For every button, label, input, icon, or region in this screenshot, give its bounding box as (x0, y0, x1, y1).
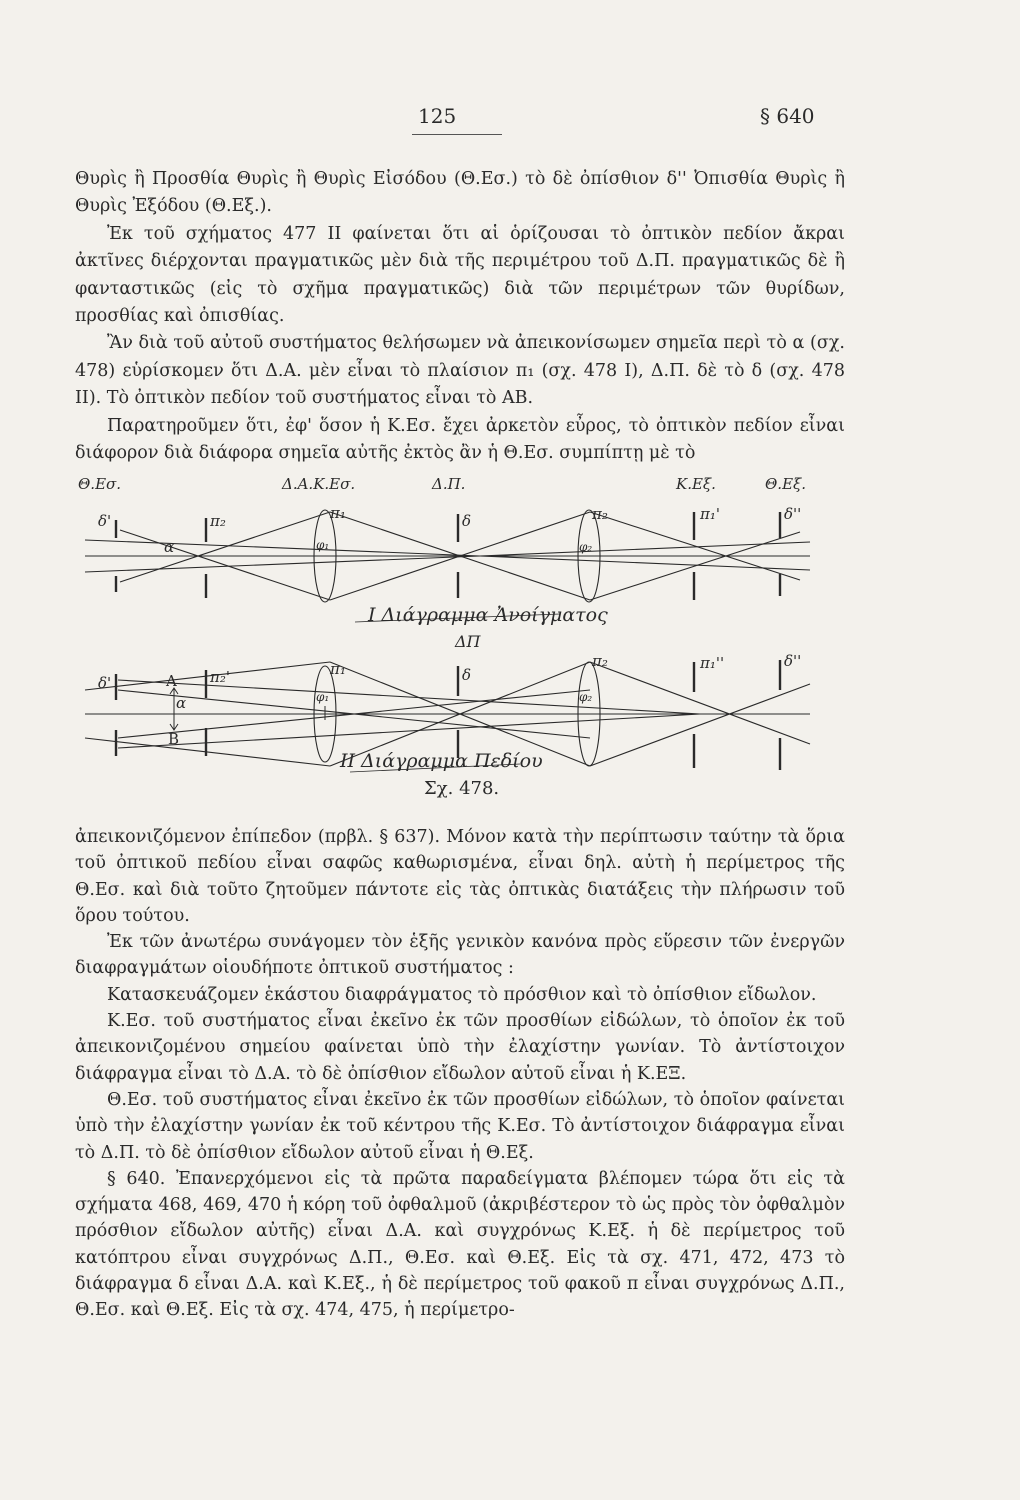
paragraph: Κ.Εσ. τοῦ συστήματος εἶναι ἐκεῖνο ἐκ τῶν προσθίων εἰδώλων, τὸ ὁποῖον ἐκ τοῦ ἀπεικονιζομένου σημείου φαίνεται ὑπὸ τὴν ἐλαχίστην γωνίαν. Τὸ ἀντίστοιχον διάφραγμα εἶναι τὸ Δ.Α. τὸ δὲ ὀπίσθιον εἴδωλον αὐτοῦ εἶναι ἡ Κ.ΕΞ. (75, 1011, 845, 1084)
mark-phi1: φ₁ (316, 538, 330, 552)
mark2-pi2-prime: π₂' (210, 668, 230, 686)
paragraph: ἀπεικονιζόμενον ἐπίπεδον (πρβλ. § 637). Μόνον κατὰ τὴν περίπτωσιν ταύτην τὰ ὅρια τοῦ ὀπτικοῦ πεδίου εἶναι σαφῶς καθωρισμένα, εἶναι δηλ. αὐτὴ ἡ περίμετρος τῆς Θ.Εσ. καὶ διὰ τοῦτο ζητοῦμεν πάντοτε εἰς τὰς ὀπτικὰς διατάξεις τὴν πλήρωσιν τοῦ ὅρου τούτου. (75, 827, 845, 926)
paragraph: Κατασκευάζομεν ἑκάστου διαφράγματος τὸ πρόσθιον καὶ τὸ ὀπίσθιον εἴδωλον. (107, 984, 817, 1005)
mark2-alpha: α (176, 694, 187, 712)
ray (590, 684, 810, 766)
mark-alpha: α (164, 538, 175, 556)
mark-delta-dprime: δ'' (784, 505, 802, 523)
paragraph: § 640. Ἐπανερχόμενοι εἰς τὰ πρῶτα παραδείγματα βλέπομεν τώρα ὅτι εἰς τὰ σχήματα 468, 469, 470 ἡ κόρη τοῦ ὀφθαλμοῦ (ἀκριβέστερον τὸ ὡς πρὸς τὸν ὀφθαλμὸν πρόσθιον εἴδωλον αὐτῆς) εἶναι Δ.Α. καὶ συγχρόνως Κ.Εξ. ἡ δὲ περίμετρος τοῦ κατόπτρου εἶναι συγχρόνως Δ.Π., Θ.Εσ. καὶ Θ.Εξ. Εἰς τὰ σχ. 471, 472, 473 τὸ διάφραγμα δ εἶναι Δ.Α. καὶ Κ.Εξ., ἡ δὲ περίμετρος τοῦ φακοῦ π εἶναι συγχρόνως Δ.Π., Θ.Εσ. καὶ Θ.Εξ. Εἰς τὰ σχ. 474, 475, ἡ περίμετρο- (75, 1168, 845, 1321)
mark2-pi1-dprime: π₁'' (700, 654, 725, 672)
dp-label: ΔΠ (455, 632, 481, 651)
mark2-delta-prime: δ' (98, 674, 112, 692)
mark2-phi1: φ₁ (316, 690, 330, 704)
paragraph: Θ.Εσ. τοῦ συστήματος εἶναι ἐκεῖνο ἐκ τῶν προσθίων εἰδώλων, τὸ ὁποῖον φαίνεται ὑπὸ τὴν ἐλαχίστην γωνίαν ἐκ τοῦ κέντρου τῆς Κ.Εσ. Τὸ ἀντίστοιχον διάφραγμα εἶναι τὸ Δ.Π. τὸ δὲ ὀπίσθιον εἴδωλον αὐτοῦ εἶναι ἡ Θ.Εξ. (75, 1089, 845, 1163)
section-number: § 640 (760, 104, 815, 128)
mark-delta: δ (462, 512, 472, 530)
mark2-A: A (166, 672, 177, 690)
mark2-delta: δ (462, 666, 472, 684)
mark2-pi1: π₁ (330, 660, 346, 678)
paragraph: Παρατηροῦμεν ὅτι, ἐφ' ὅσον ἡ Κ.Εσ. ἔχει ἀρκετὸν εὖρος, τὸ ὀπτικὸν πεδίον εἶναι διάφορον διὰ διάφορα σημεῖα αὐτῆς ἐκτὸς ἂν ἡ Θ.Εσ. συμπίπτῃ μὲ τὸ (75, 415, 845, 464)
ray (480, 556, 810, 570)
mark2-delta-dprime: δ'' (784, 652, 802, 670)
mark-pi2-b: π₂ (592, 505, 608, 523)
ray (480, 542, 810, 556)
ray (120, 512, 330, 582)
mark2-phi2: φ₂ (579, 690, 593, 704)
page-number: 125 (418, 104, 457, 128)
paragraph: Θυρὶς ἢ Προσθία Θυρὶς ἢ Θυρὶς Εἰσόδου (Θ.Εσ.) τὸ δὲ ὀπίσθιον δ'' Ὀπισθία Θυρὶς ἢ Θυρὶς Ἐξόδου (Θ.Εξ.). (75, 169, 845, 217)
ray (120, 530, 330, 600)
diagram1-caption: I Διάγραμμα Ἀνοίγματος (368, 604, 608, 626)
mark-pi2: π₂ (210, 512, 226, 530)
mark-pi1: π₁ (330, 504, 346, 522)
paragraph: Ἐκ τοῦ σχήματος 477 II φαίνεται ὅτι αἱ ὁρίζουσαι τὸ ὀπτικὸν πεδίον ἄκραι ἀκτῖνες διέρχονται πραγματικῶς μὲν διὰ τῆς περιμέτρου τοῦ Δ.Π. πραγματικῶς δὲ ἢ φανταστικῶς (εἰς τὸ σχῆμα πραγματικῶς) διὰ τῶν περιμέτρων τῶν θυρίδων, προσθίας καὶ ὀπισθίας. (75, 223, 845, 327)
figure-caption: Σχ. 478. (424, 778, 500, 799)
mark-phi2: φ₂ (579, 540, 593, 554)
label-dp: Δ.Π. (432, 475, 466, 493)
label-th-es: Θ.Εσ. (78, 475, 122, 493)
ray (85, 662, 330, 690)
paragraph: Ἐκ τῶν ἀνωτέρω συνάγομεν τὸν ἑξῆς γενικὸν κανόνα πρὸς εὕρεσιν τῶν ἐνεργῶν διαφραγμάτων οἱουδήποτε ὀπτικοῦ συστήματος : (75, 932, 845, 979)
ray (85, 738, 330, 766)
mark2-pi2: π₂ (592, 652, 608, 670)
label-da-kes: Δ.Α.Κ.Εσ. (282, 475, 356, 493)
label-kex: Κ.Εξ. (676, 475, 716, 493)
label-th-ex: Θ.Εξ. (765, 475, 807, 493)
ray (590, 662, 810, 744)
bottom-text (75, 824, 845, 1324)
mark-delta-prime: δ' (98, 512, 112, 530)
diagram2-caption: II Διάγραμμα Πεδίου (340, 750, 543, 772)
mark-pi1-prime: π₁' (700, 505, 720, 523)
paragraph: Ἂν διὰ τοῦ αὐτοῦ συστήματος θελήσωμεν νὰ ἀπεικονίσωμεν σημεῖα περὶ τὸ α (σχ. 478) εὑρίσκομεν ὅτι Δ.Α. μὲν εἶναι τὸ πλαίσιον π₁ (σχ. 478 I), Δ.Π. δὲ τὸ δ (σχ. 478 II). Τὸ ὀπτικὸν πεδίον τοῦ συστήματος εἶναι τὸ ΑΒ. (75, 333, 845, 409)
mark2-B: B (168, 730, 180, 748)
